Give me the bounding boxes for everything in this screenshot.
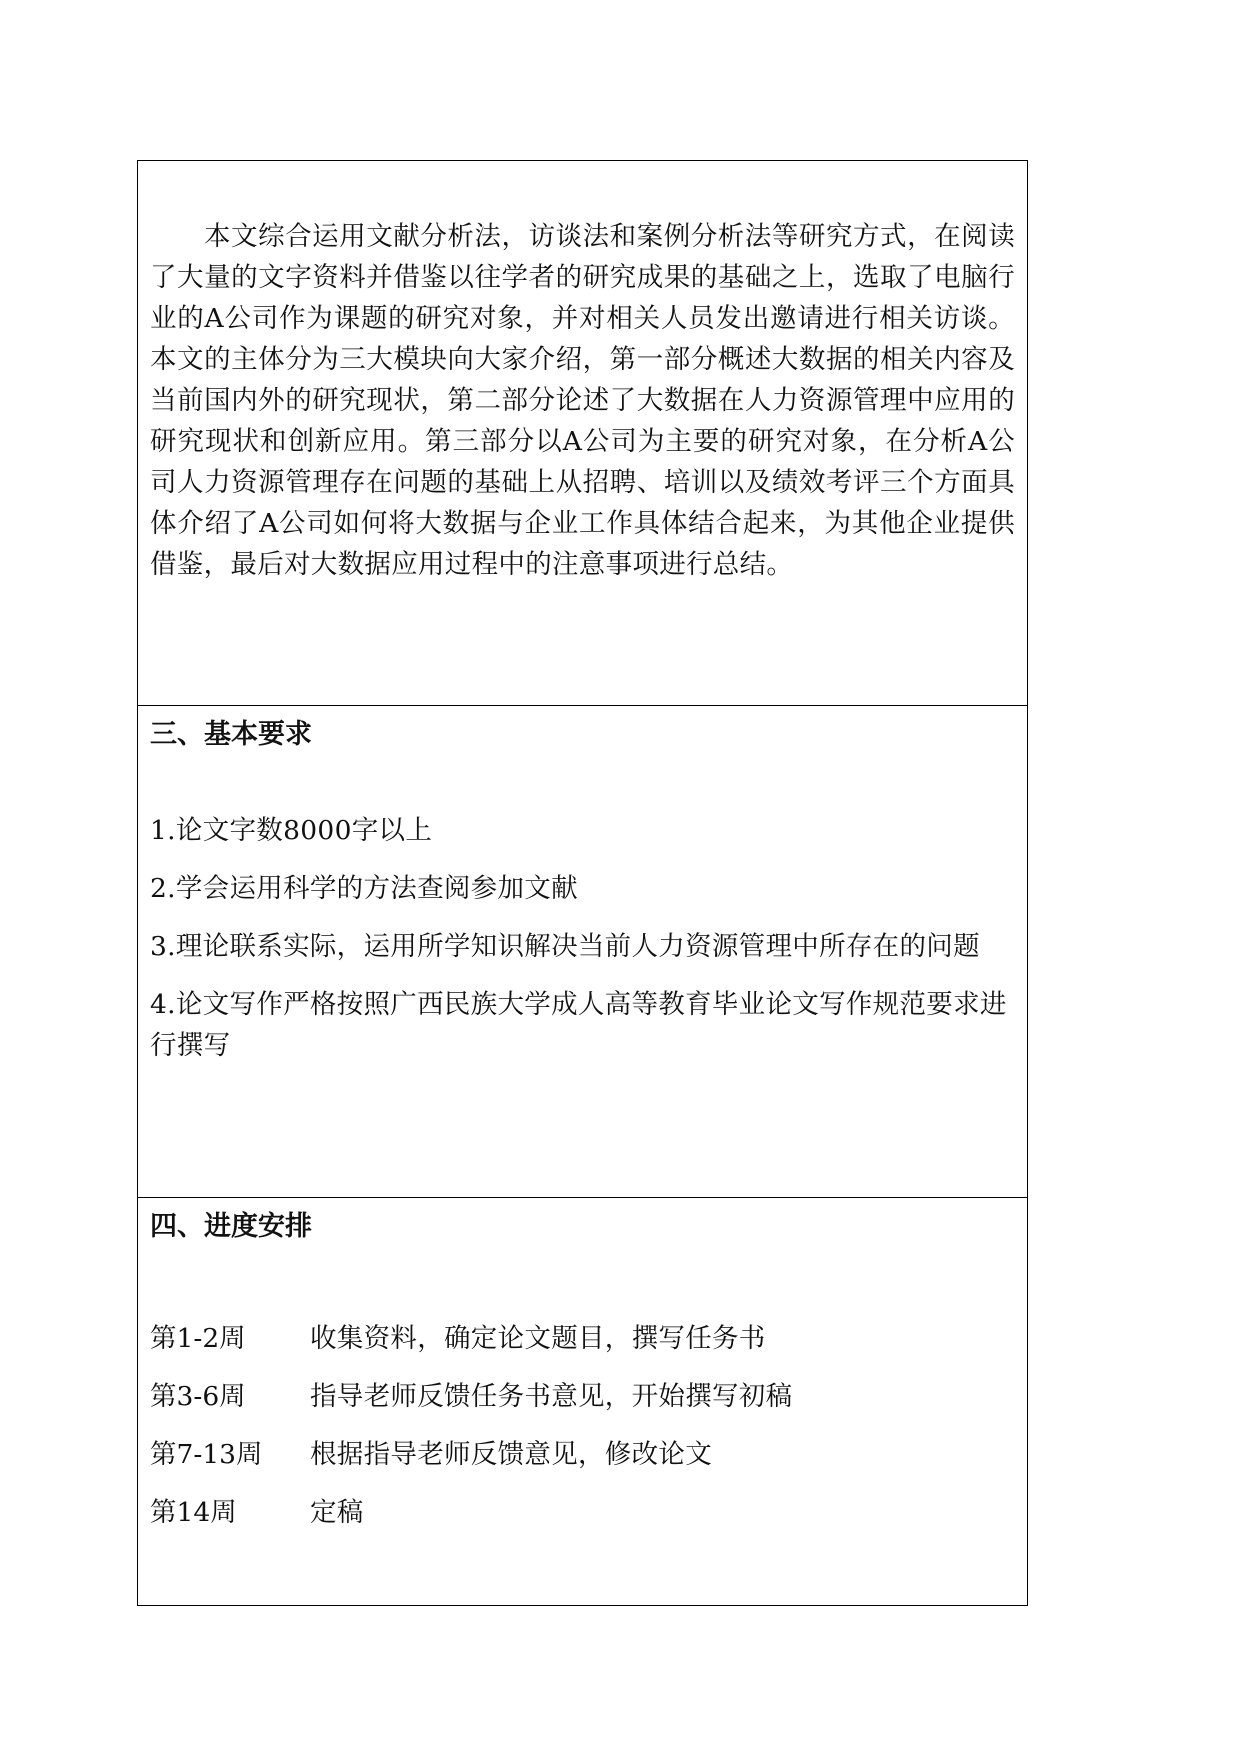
schedule-task: 指导老师反馈任务书意见，开始撰写初稿	[310, 1381, 793, 1412]
requirement-item: 4.论文写作严格按照广西民族大学成人高等教育毕业论文写作规范要求进行撰写	[150, 989, 1007, 1061]
schedule-cell	[138, 1198, 1027, 1605]
requirements-cell	[138, 706, 1027, 1198]
schedule-row	[150, 1492, 1015, 1533]
schedule-task: 定稿	[310, 1497, 364, 1528]
schedule-week: 第1-2周	[150, 1323, 246, 1354]
requirements-heading: 三、基本要求	[150, 719, 312, 750]
schedule-list	[150, 1318, 1015, 1533]
schedule-heading: 四、进度安排	[150, 1211, 312, 1242]
requirement-item: 3.理论联系实际，运用所学知识解决当前人力资源管理中所存在的问题	[150, 931, 980, 962]
schedule-week: 第3-6周	[150, 1381, 246, 1412]
summary-cell	[138, 161, 1027, 706]
schedule-row	[150, 1318, 1015, 1359]
requirement-item: 2.学会运用科学的方法查阅参加文献	[150, 873, 578, 904]
schedule-row	[150, 1434, 1015, 1475]
schedule-week: 第7-13周	[150, 1439, 263, 1470]
schedule-week: 第14周	[150, 1497, 237, 1528]
requirements-list	[150, 810, 1015, 1066]
document-table	[137, 160, 1028, 1606]
requirement-item: 1.论文字数8000字以上	[150, 815, 433, 846]
schedule-task: 根据指导老师反馈意见，修改论文	[310, 1439, 712, 1470]
schedule-row	[150, 1376, 1015, 1417]
summary-paragraph: 本文综合运用文献分析法，访谈法和案例分析法等研究方式，在阅读了大量的文字资料并借鉴以往学者的研究成果的基础之上，选取了电脑行业的A公司作为课题的研究对象，并对相关人员发出邀请进行相关访谈。本文的主体分为三大模块向大家介绍，第一部分概述大数据的相关内容及当前国内外的研究现状，第二部分论述了大数据在人力资源管理中应用的研究现状和创新应用。第三部分以A公司为主要的研究对象，在分析A公司人力资源管理存在问题的基础上从招聘、培训以及绩效考评三个方面具体介绍了A公司如何将大数据与企业工作具体结合起来，为其他企业提供借鉴，最后对大数据应用过程中的注意事项进行总结。	[150, 221, 1015, 580]
schedule-task: 收集资料，确定论文题目，撰写任务书	[310, 1323, 766, 1354]
